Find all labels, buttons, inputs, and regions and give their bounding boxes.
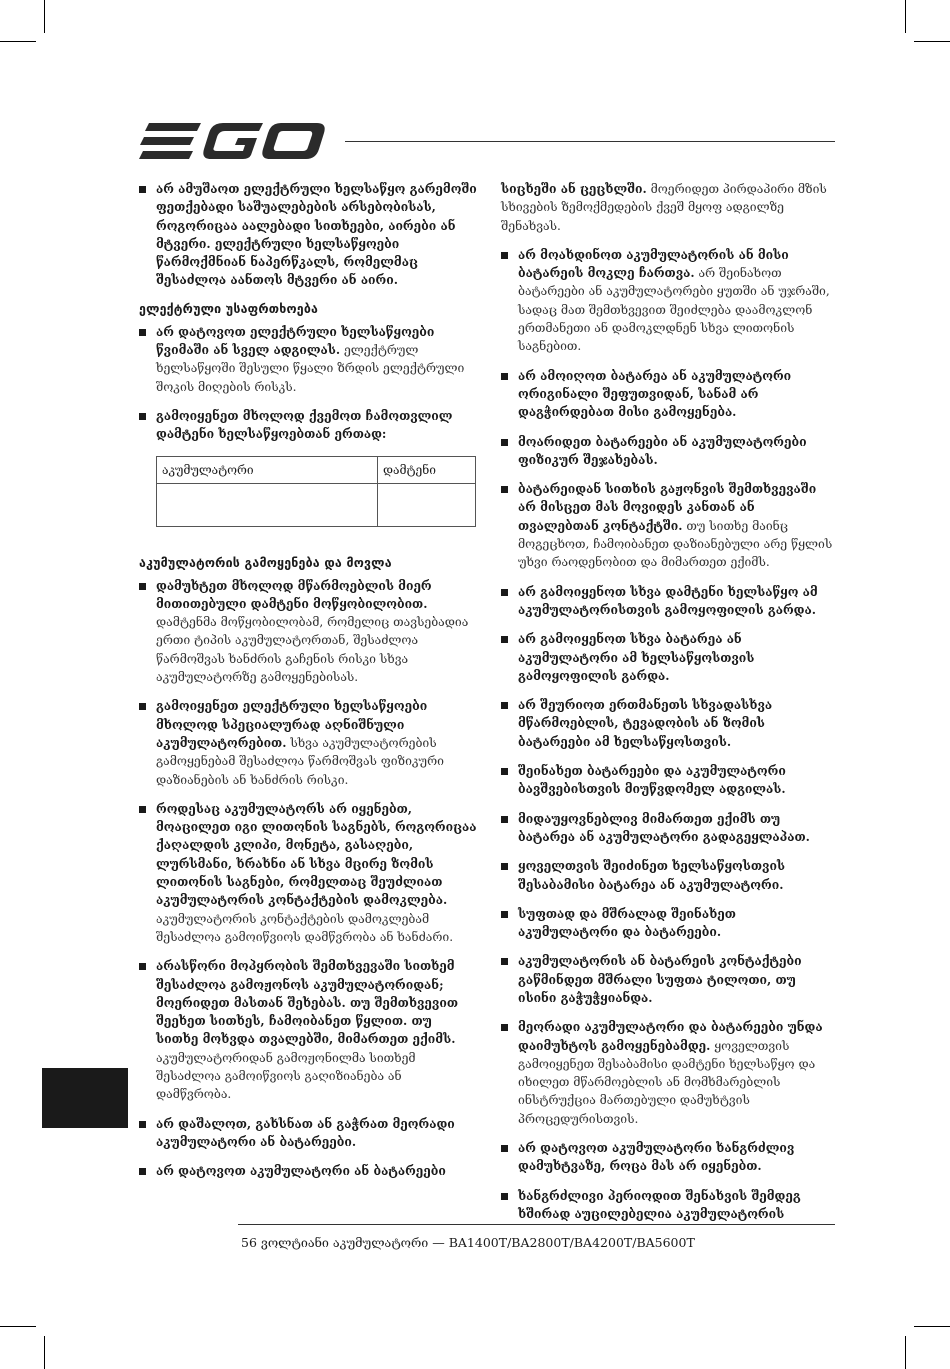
bullet-icon xyxy=(501,1024,508,1031)
bullet-icon xyxy=(501,486,508,493)
bullet-icon xyxy=(139,1168,146,1175)
bullet-icon xyxy=(501,1145,508,1152)
bullet-icon xyxy=(501,252,508,259)
list-item xyxy=(501,952,835,1007)
list-item xyxy=(501,630,835,685)
bullet-icon xyxy=(139,806,146,813)
item-bold-text: არ შეურიოთ ერთმანეთს სხვადასხვა მწარმოებლის, ტევადობის ან ზომის ბატარეები ამ ხელსაწყოსთვის. xyxy=(518,698,773,749)
crop-mark xyxy=(914,1326,950,1327)
table-cell xyxy=(157,483,378,526)
item-bold-text: მიდაუყოვნებლივ მიმართეთ ექიმს თუ ბატარეა ან აკუმულატორი გადაგეყლაპათ. xyxy=(518,811,810,844)
list-item xyxy=(501,583,835,620)
bullet-icon xyxy=(501,1193,508,1200)
item-bold-text: არ გამოიყენოთ სხვა ბატარეა ან აკუმულატორი ამ ხელსაწყოსთვის გამოყოფილის გარდა. xyxy=(518,632,755,683)
bullet-icon xyxy=(139,583,146,590)
bullet-icon xyxy=(501,373,508,380)
item-bold-text: როდესაც აკუმულატორს არ იყენებთ, მოაცილეთ იგი ლითონის საგნებს, როგორიცაა ქაღალდის კლიპი, მონეტა, გასაღები, ლურსმანი, ხრახნი ან სხვა მცირე ზომის ლითონის საგნები, რომელთაც შეუძლიათ აკუმულატორის კონტაქტების დამოკლება. xyxy=(156,801,477,908)
item-bold-text: ყოველთვის შეიძინეთ ხელსაწყოსთვის შესაბამისი ბატარეა ან აკუმულატორი. xyxy=(518,859,786,892)
list-item xyxy=(139,323,477,396)
item-bold-text: მოარიდეთ ბატარეები ან აკუმულატორები ფიზიკურ შეჯახებას. xyxy=(518,434,807,467)
bullet-icon xyxy=(501,816,508,823)
bullet-icon xyxy=(501,958,508,965)
item-bold-text: არ დატოვოთ აკუმულატორი ან ბატარეები xyxy=(156,1164,446,1179)
list-item xyxy=(501,246,835,356)
list-item xyxy=(139,180,477,290)
item-bold-text: არ ამუშაოთ ელექტრული ხელსაწყო გარემოში ფეთქებადი საშუალებების არსებობისას, როგორიცაა აალებადი სითხეები, აირები ან მტვერი. ელექტრული ხელსაწყოები წარმოქმნიან ნაპერწკალს, რომელმაც შესაძლოა აანთოს მტვერი ან აირი. xyxy=(156,182,477,288)
list-item xyxy=(501,1139,835,1176)
item-bold-text: აკუმულატორის ან ბატარეის კონტაქტები გაწმინდეთ მშრალი სუფთა ტილოთი, თუ ისინი გაჭუჭყიანდა. xyxy=(518,954,802,1005)
item-bold-text: არასწორი მოპყრობის შემთხვევაში სითხემ შესაძლოა გამოჟონოს აკუმულატორიდან; მოერიდეთ მასთან შეხებას. თუ შემთხვევით შეეხეთ სითხეს, ჩამოიბანეთ წყლით. თუ სითხე მოხვდა თვალებში, მიმართეთ ექიმს. xyxy=(156,959,458,1047)
list-item xyxy=(501,1187,835,1224)
list-item xyxy=(501,857,835,894)
list-item xyxy=(139,1162,477,1180)
item-text: სხვა აკუმულატორების გამოყენებამ შესაძლოა წარმოშვას ფიზიკური დაზიანების ან ხანძრის რისკი. xyxy=(156,735,444,787)
table-header-battery: აკუმულატორი xyxy=(157,456,378,483)
item-text: არ შეინახოთ ბატარეები ან აკუმულატორები ყუთში ან უჯრაში, სადაც მათ შემთხვევით შეიძლება დაამოკლონ ერთმანეთი ან დამოკლდნენ სხვა ლითონის საგნებით. xyxy=(518,266,830,354)
item-bold-text: არ მოახდინოთ აკუმულატორის ან მისი ბატარეის მოკლე ჩართვა. xyxy=(518,247,789,281)
item-text: ყოველთვის გამოიყენეთ შესაბამისი დამტენი ხელსაწყო და იხილეთ მწარმოებლის ან მომხმარებლის ინსტრუქცია მართებული დამუხტვის პროცედურისთვის. xyxy=(518,1038,816,1126)
bullet-icon xyxy=(139,413,146,420)
item-text: დამტენმა მოწყობილობამ, რომელიც თავსებადია ერთი ტიპის აკუმულატორთან, შესაძლოა წარმოშვას ხანძრის გაჩენის რისკი სხვა აკუმულატორზე გამოყენებისას. xyxy=(156,615,469,685)
list-item xyxy=(501,905,835,942)
item-bold-text: მეორადი აკუმულატორი და ბატარეები უნდა დაიმუხტოს გამოყენებამდე. xyxy=(518,1020,823,1053)
bullet-icon xyxy=(139,703,146,710)
item-text: აკუმულატორის კონტაქტების დამოკლებამ შესაძლოა გამოიწვიოს დამწვრობა ან ხანძარი. xyxy=(156,911,454,944)
list-item xyxy=(501,1018,835,1128)
bullet-icon xyxy=(139,1121,146,1128)
item-bold-text: სიცხეში ან ცეცხლში. xyxy=(501,182,647,196)
bullet-icon xyxy=(501,439,508,446)
list-item xyxy=(501,810,835,847)
section-heading: ელექტრული უსაფრთხოება xyxy=(139,300,319,316)
crop-mark xyxy=(0,41,36,42)
crop-mark xyxy=(905,1336,906,1369)
list-item xyxy=(501,433,835,470)
crop-mark xyxy=(905,0,906,33)
bullet-icon xyxy=(501,768,508,775)
item-bold-text: არ ამოიღოთ ბატარეა ან აკუმულატორი ორიგინალი შეფუთვიდან, სანამ არ დაგჭირდებათ მისი გამოყენება. xyxy=(518,368,792,420)
bullet-icon xyxy=(501,636,508,643)
list-item xyxy=(139,697,477,788)
item-bold-text: არ დაშალოთ, გახსნათ ან გაჭრათ მეორადი აკუმულატორი ან ბატარეები. xyxy=(156,1116,455,1149)
list-item xyxy=(139,1115,477,1152)
bullet-icon xyxy=(501,702,508,709)
table-cell xyxy=(378,483,476,526)
item-bold-text: არ დატოვოთ ელექტრული ხელსაწყოები წვიმაში ან სველ ადგილას. xyxy=(156,324,435,358)
item-text: ელექტრულ ხელსაწყოში შესული წყალი ზრდის ელექტრული შოკის მიღების რისკს. xyxy=(156,343,465,394)
header-rule xyxy=(345,141,835,142)
crop-mark xyxy=(0,1326,36,1327)
item-text: თუ სითხე მაინც მოგეცხოთ, ჩამოიბანეთ დაზიანებული არე წყლის უხვი რაოდენობით და მიმართეთ ექიმს. xyxy=(518,518,833,570)
continued-text xyxy=(501,180,835,235)
list-item xyxy=(139,800,477,946)
list-item xyxy=(139,407,477,444)
item-bold-text: გამოიყენეთ ელექტრული ხელსაწყოები მხოლოდ სპეციალურად აღნიშნული აკუმულატორებით. xyxy=(156,699,428,750)
item-text: მოერიდეთ პირდაპირი მზის სხივების ზემოქმედების ქვეშ მყოფ ადგილზე შენახვას. xyxy=(501,182,827,233)
bullet-icon xyxy=(501,589,508,596)
crop-mark xyxy=(44,1336,45,1369)
crop-mark xyxy=(914,41,950,42)
list-item xyxy=(139,957,477,1103)
section-tab-marker xyxy=(42,1068,128,1128)
bullet-icon xyxy=(139,329,146,336)
page-footer: 56 ვოლტიანი აკუმულატორი — BA1400T/BA2800T/BA4200T/BA5600T xyxy=(241,1235,695,1250)
item-bold-text: არ დატოვოთ აკუმულატორი ხანგრძლივ დამუხტვაზე, როცა მას არ იყენებთ. xyxy=(518,1141,795,1174)
section-heading: აკუმულატორის გამოყენება და მოვლა xyxy=(139,554,392,570)
table-header-row xyxy=(157,456,476,483)
list-item xyxy=(501,480,835,571)
bullet-icon xyxy=(139,963,146,970)
list-item xyxy=(139,577,477,687)
table-header-charger: დამტენი xyxy=(378,456,476,483)
list-item xyxy=(501,696,835,751)
bullet-icon xyxy=(139,186,146,193)
list-item xyxy=(501,762,835,799)
bullet-icon xyxy=(501,863,508,870)
right-column xyxy=(501,180,835,1234)
left-column xyxy=(139,180,477,1191)
item-bold-text: ბატარეიდან სითხის გაჟონვის შემთხვევაში არ მისცეთ მას მოვიდეს კანთან ან თვალებთან კონტაქტში. xyxy=(518,482,817,533)
item-text: აკუმულატორიდან გამოჟონილმა სითხემ შესაძლოა გამოიწვიოს გაღიზიანება ან დამწვრობა. xyxy=(156,1050,416,1102)
table-row xyxy=(157,483,476,526)
item-bold-text: ხანგრძლივი პერიოდით შენახვის შემდეგ ხშირად აუცილებელია აკუმულატორის xyxy=(518,1188,801,1221)
list-item xyxy=(501,367,835,422)
item-bold-text: შეინახეთ ბატარეები და აკუმულატორი ბავშვებისთვის მიუწვდომელ ადგილას. xyxy=(518,764,786,797)
compatibility-table xyxy=(156,456,476,527)
item-bold-text: არ გამოიყენოთ სხვა დამტენი ხელსაწყო ამ აკუმულატორისთვის გამოყოფილის გარდა. xyxy=(518,584,818,617)
item-bold-text: დამუხტეთ მხოლოდ მწარმოებლის მიერ მითითებული დამტენი მოწყობილობით. xyxy=(156,578,432,611)
item-bold-text: სუფთად და მშრალად შეინახეთ აკუმულატორი და ბატარეები. xyxy=(518,906,736,940)
crop-mark xyxy=(44,0,45,33)
item-bold-text: გამოიყენეთ მხოლოდ ქვემოთ ჩამოთვლილ დამტენი ხელსაწყოებთან ერთად: xyxy=(156,408,453,442)
ego-logo xyxy=(139,121,327,161)
bullet-icon xyxy=(501,911,508,918)
footer-rule xyxy=(238,1224,835,1225)
